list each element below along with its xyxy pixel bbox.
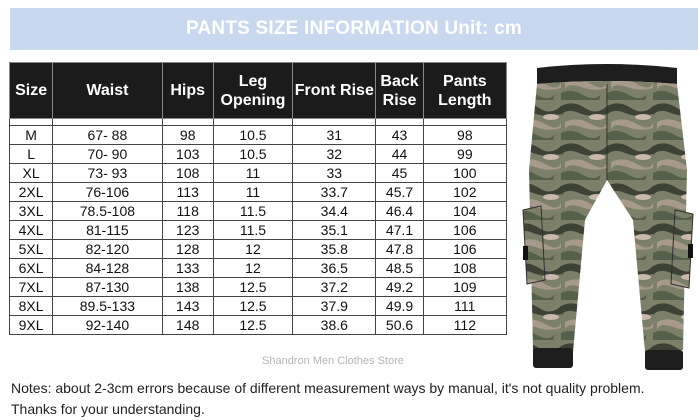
table-cell: 11.5 xyxy=(213,202,292,221)
table-cell: L xyxy=(10,145,53,164)
table-cell: 48.5 xyxy=(376,259,423,278)
table-cell: 6XL xyxy=(10,259,53,278)
header-hips: Hips xyxy=(162,63,213,119)
table-cell: 143 xyxy=(162,297,213,316)
table-cell: 123 xyxy=(162,221,213,240)
table-cell: 82-120 xyxy=(53,240,162,259)
banner-title: PANTS SIZE INFORMATION Unit: cm xyxy=(186,18,522,39)
table-row xyxy=(10,164,507,183)
table-cell: 34.4 xyxy=(293,202,376,221)
table-cell: XL xyxy=(10,164,53,183)
table-cell: 9XL xyxy=(10,316,53,335)
table-row xyxy=(10,297,507,316)
table-cell: 45.7 xyxy=(376,183,423,202)
table-header-row xyxy=(10,63,507,119)
table-cell: 37.9 xyxy=(293,297,376,316)
table-cell: 4XL xyxy=(10,221,53,240)
watermark: Shandron Men Clothes Store xyxy=(262,355,404,367)
table-cell: 103 xyxy=(162,145,213,164)
table-cell: 81-115 xyxy=(53,221,162,240)
table-row xyxy=(10,240,507,259)
header-pants-length: Pants Length xyxy=(423,63,506,119)
table-cell: 12 xyxy=(213,259,292,278)
table-row xyxy=(10,126,507,145)
table-row xyxy=(10,278,507,297)
table-cell: 106 xyxy=(423,240,506,259)
table-cell: 78.5-108 xyxy=(53,202,162,221)
table-cell: 108 xyxy=(162,164,213,183)
table-cell: 44 xyxy=(376,145,423,164)
table-cell: 38.6 xyxy=(293,316,376,335)
table-cell: 31 xyxy=(293,126,376,145)
table-cell: 47.1 xyxy=(376,221,423,240)
table-cell: 12.5 xyxy=(213,316,292,335)
table-row xyxy=(10,202,507,221)
table-cell: 84-128 xyxy=(53,259,162,278)
table-cell: 108 xyxy=(423,259,506,278)
header-leg-opening: Leg Opening xyxy=(213,63,292,119)
table-cell: 32 xyxy=(293,145,376,164)
table-cell: 104 xyxy=(423,202,506,221)
notes xyxy=(11,378,645,420)
table-cell: 12 xyxy=(213,240,292,259)
header-front-rise: Front Rise xyxy=(293,63,376,119)
table-cell: M xyxy=(10,126,53,145)
table-cell: 148 xyxy=(162,316,213,335)
table-cell: 3XL xyxy=(10,202,53,221)
table-cell: 138 xyxy=(162,278,213,297)
table-row xyxy=(10,316,507,335)
table-cell: 70- 90 xyxy=(53,145,162,164)
table-cell: 47.8 xyxy=(376,240,423,259)
notes-line-1: Notes: about 2-3cm errors because of different measurement ways by manual, it's not quality problem. xyxy=(11,380,645,396)
notes-line-2: Thanks for your understanding. xyxy=(11,401,205,417)
table-cell: 87-130 xyxy=(53,278,162,297)
table-cell: 128 xyxy=(162,240,213,259)
table-cell: 98 xyxy=(423,126,506,145)
table-cell: 43 xyxy=(376,126,423,145)
table-cell: 33.7 xyxy=(293,183,376,202)
table-cell: 49.2 xyxy=(376,278,423,297)
table-cell: 11.5 xyxy=(213,221,292,240)
table-cell: 109 xyxy=(423,278,506,297)
header-waist: Waist xyxy=(53,63,162,119)
table-cell: 7XL xyxy=(10,278,53,297)
header-back-rise: Back Rise xyxy=(376,63,423,119)
table-cell: 113 xyxy=(162,183,213,202)
table-cell: 49.9 xyxy=(376,297,423,316)
table-cell: 46.4 xyxy=(376,202,423,221)
table-cell: 11 xyxy=(213,164,292,183)
table-cell: 106 xyxy=(423,221,506,240)
table-cell: 111 xyxy=(423,297,506,316)
table-cell: 89.5-133 xyxy=(53,297,162,316)
table-cell: 12.5 xyxy=(213,278,292,297)
table-cell: 10.5 xyxy=(213,126,292,145)
size-table xyxy=(9,62,507,335)
table-row xyxy=(10,183,507,202)
table-cell: 50.6 xyxy=(376,316,423,335)
table-cell: 102 xyxy=(423,183,506,202)
table-cell: 35.1 xyxy=(293,221,376,240)
table-cell: 10.5 xyxy=(213,145,292,164)
table-cell: 35.8 xyxy=(293,240,376,259)
title-banner xyxy=(10,8,698,50)
table-cell: 2XL xyxy=(10,183,53,202)
table-cell: 73- 93 xyxy=(53,164,162,183)
table-cell: 99 xyxy=(423,145,506,164)
table-cell: 118 xyxy=(162,202,213,221)
table-cell: 100 xyxy=(423,164,506,183)
table-cell: 12.5 xyxy=(213,297,292,316)
table-cell: 37.2 xyxy=(293,278,376,297)
table-cell: 133 xyxy=(162,259,213,278)
table-cell: 76-106 xyxy=(53,183,162,202)
product-photo xyxy=(515,60,697,375)
table-row xyxy=(10,221,507,240)
table-cell: 36.5 xyxy=(293,259,376,278)
table-row xyxy=(10,145,507,164)
table-cell: 67- 88 xyxy=(53,126,162,145)
table-cell: 33 xyxy=(293,164,376,183)
table-cell: 112 xyxy=(423,316,506,335)
header-size: Size xyxy=(10,63,53,119)
table-row xyxy=(10,259,507,278)
table-cell: 5XL xyxy=(10,240,53,259)
table-cell: 45 xyxy=(376,164,423,183)
table-cell: 98 xyxy=(162,126,213,145)
table-cell: 11 xyxy=(213,183,292,202)
table-cell: 8XL xyxy=(10,297,53,316)
spacer-row xyxy=(10,119,507,126)
table-cell: 92-140 xyxy=(53,316,162,335)
